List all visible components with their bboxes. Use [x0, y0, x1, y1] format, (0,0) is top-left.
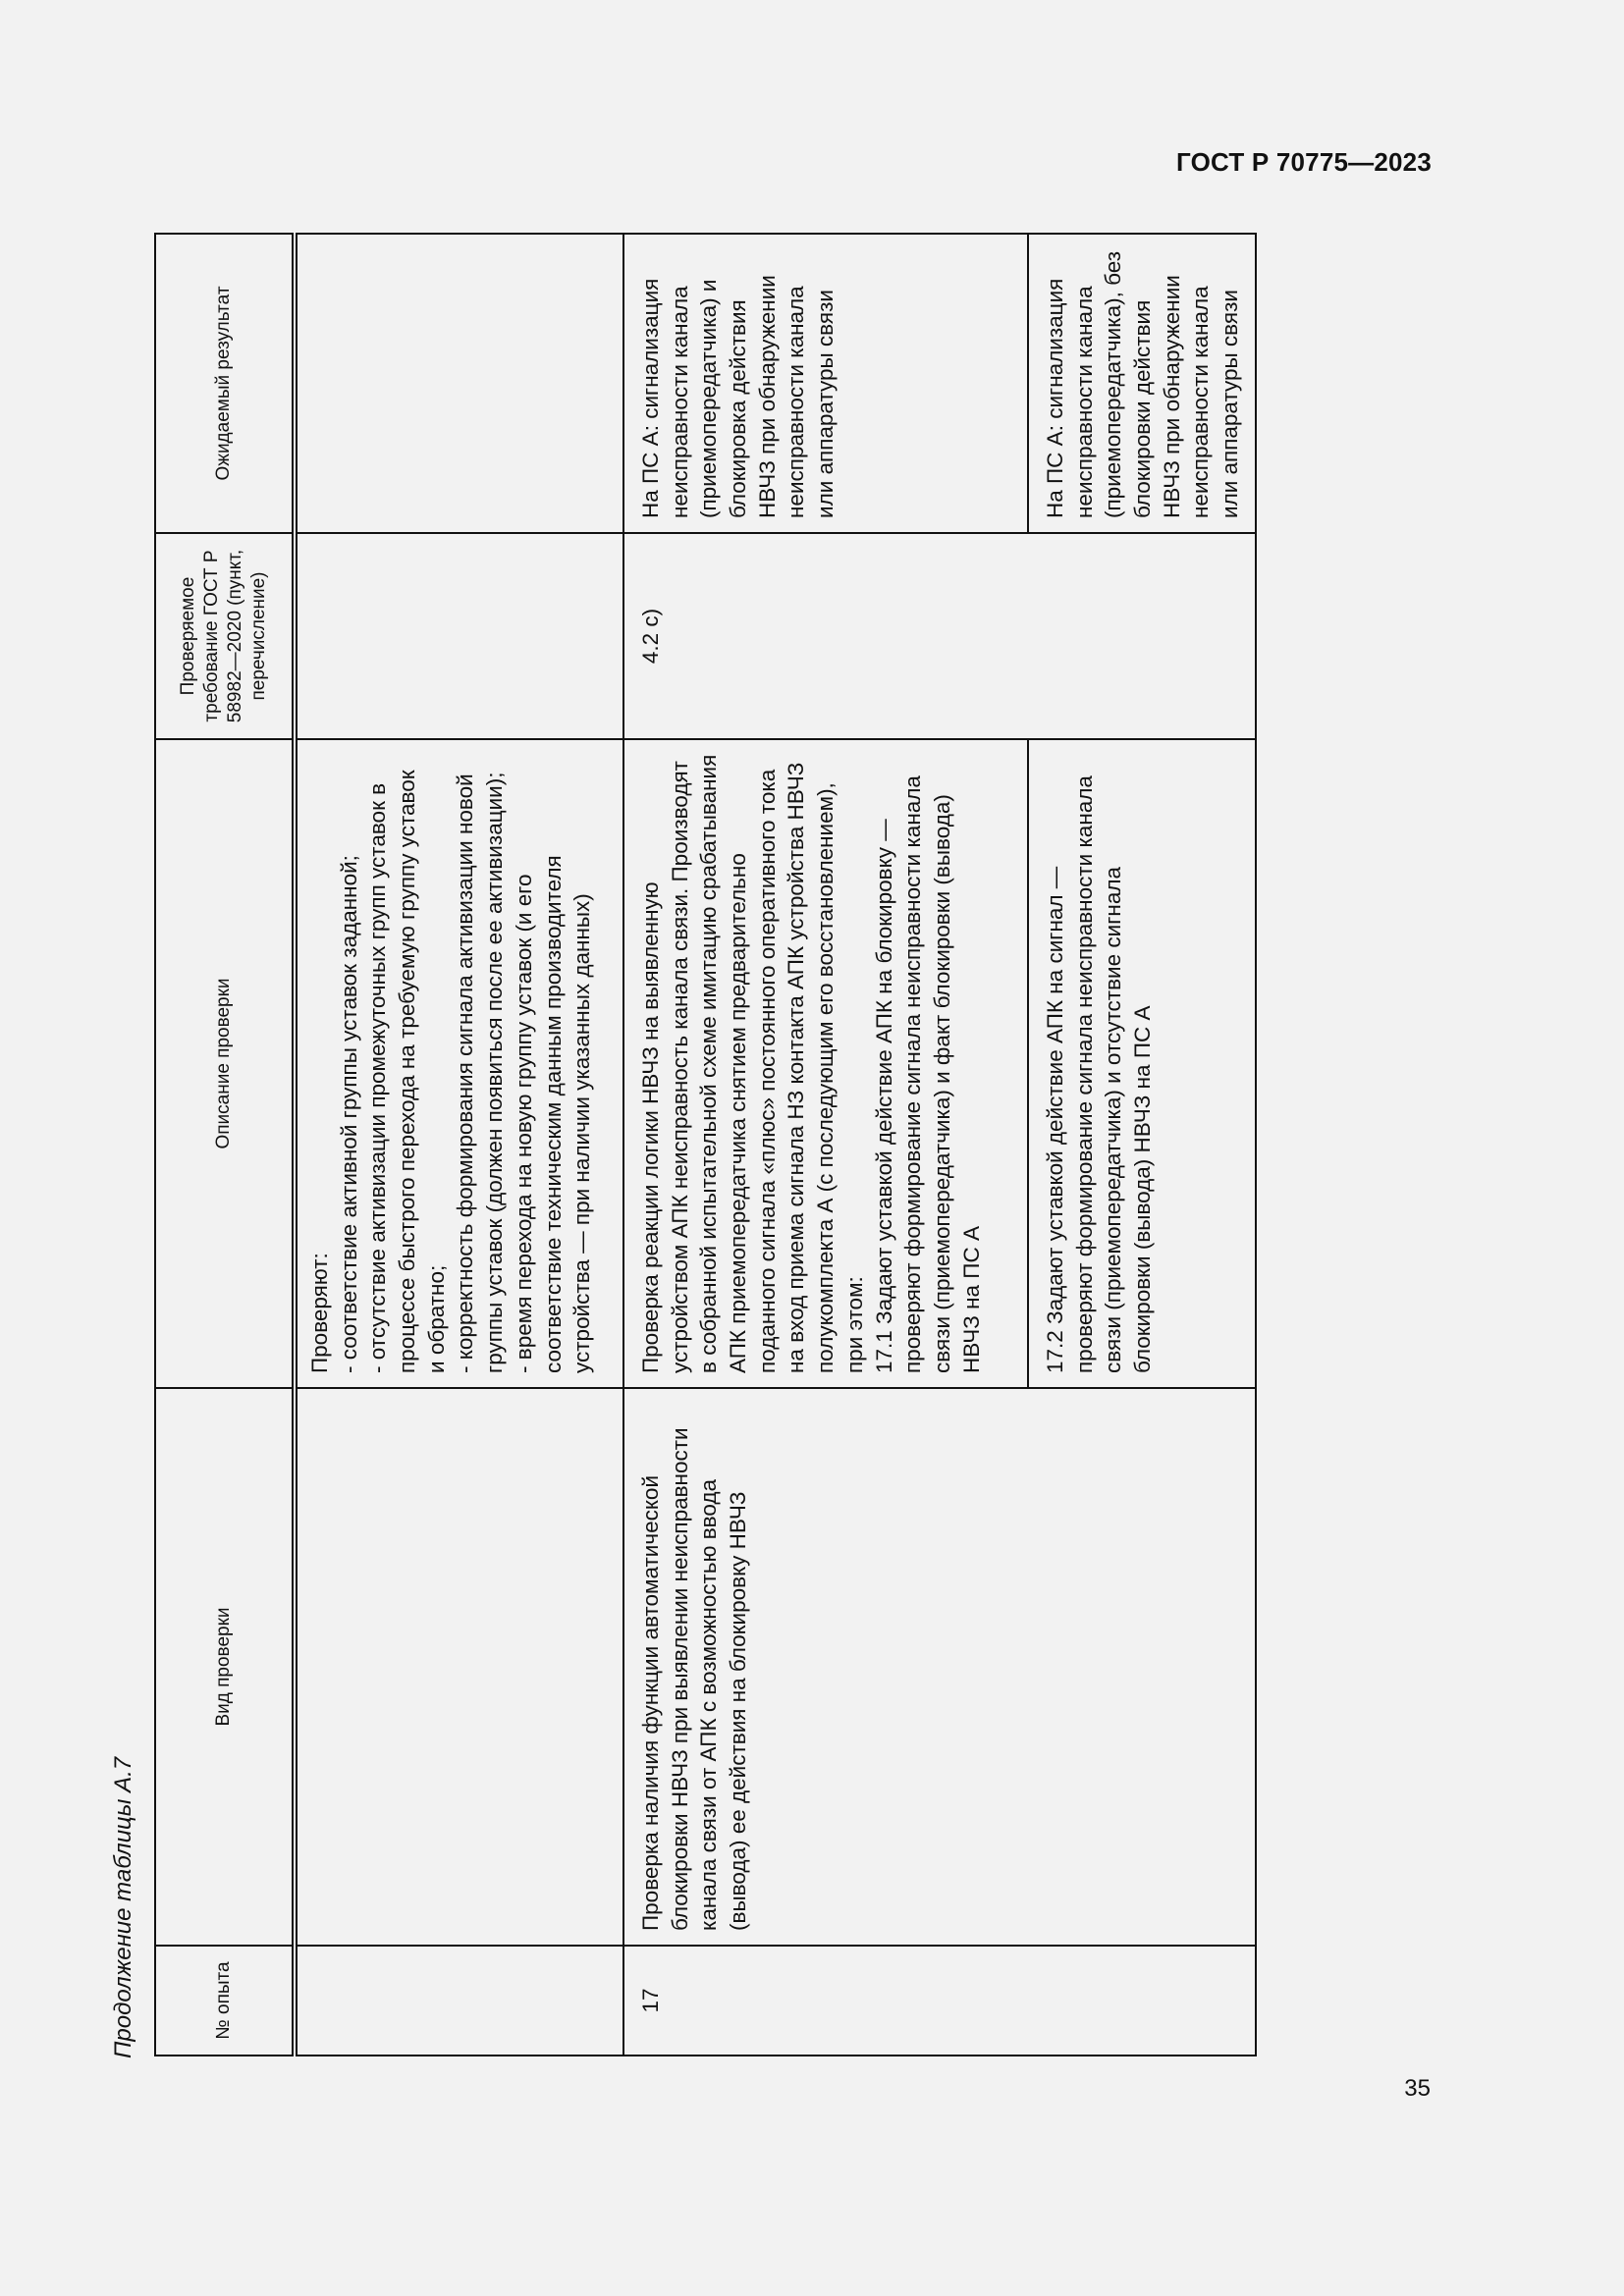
description-lead: Проверяют:: [307, 1253, 332, 1373]
description-item: - корректность формирования сигнала активизации новой группы уставок (должен появиться после ее активизации);: [453, 772, 508, 1373]
description-item: - соответствие активной группы уставок заданной;: [336, 855, 361, 1373]
cell-result: [295, 234, 623, 533]
cell-requirement: [295, 533, 623, 739]
page-number: 35: [1404, 2075, 1431, 2102]
description-item: - отсутствие активизации промежуточных групп уставок в процессе быстрого перехода на требуемую группу уставок и обратно;: [365, 770, 449, 1373]
document-code: ГОСТ Р 70775—2023: [1176, 147, 1432, 177]
cell-description: 17.2 Задают уставкой действие АПК на сигнал — проверяют формирование сигнала неисправности канала связи (приемопередатчика) и отсутствие сигнала блокировки (вывода) НВЧЗ на ПС А: [1028, 739, 1256, 1388]
cell-number: 17: [623, 1946, 1256, 2056]
test-table: [154, 233, 1257, 2056]
cell-description: [623, 739, 1028, 1388]
cell-kind: [295, 1388, 623, 1946]
rotated-table-block: [110, 231, 1257, 2058]
description-text: 17.1 Задают уставкой действие АПК на блокировку — проверяют формирование сигнала неисправности канала связи (приемопередатчика) и факт блокировки (вывода) НВЧЗ на ПС А: [871, 775, 984, 1373]
table-row: [295, 234, 623, 2056]
table-row: [623, 234, 1028, 2056]
description-text: Проверка реакции логики НВЧЗ на выявленную устройством АПК неисправность канала связи. Производят в собранной испытательной схеме имитацию срабатывания АПК приемопередатчика снятием предварительно поданного сигнала «плюс» постоянного оперативного тока на вход приема сигнала НЗ контакта АПК устройства НВЧЗ полукомплекта А (с последующим его восстановлением), при этом:: [638, 754, 867, 1373]
col-header-requirement: Проверяемое требование ГОСТ Р 58982—2020 (пункт, перечисление): [155, 533, 295, 739]
cell-result: На ПС А: сигнализация неисправности канала (приемопередатчика), без блокировки действия НВЧЗ при обнаружении неисправности канала или аппаратуры связи: [1028, 234, 1256, 533]
cell-number: [295, 1946, 623, 2056]
col-header-kind: Вид проверки: [155, 1388, 295, 1946]
col-header-result: Ожидаемый результат: [155, 234, 295, 533]
description-item: - время перехода на новую группу уставок (и его соответствие техническим данным производителя устройства — при наличии указанных данных): [511, 855, 595, 1373]
cell-result: На ПС А: сигнализация неисправности канала (приемопередатчика) и блокировка действия НВЧЗ при обнаружении неисправности канала или аппаратуры связи: [623, 234, 1028, 533]
col-header-number: № опыта: [155, 1946, 295, 2056]
col-header-description: Описание проверки: [155, 739, 295, 1388]
cell-kind: Проверка наличия функции автоматической блокировки НВЧЗ при выявлении неисправности канала связи от АПК с возможностью ввода (вывода) ее действия на блокировку НВЧЗ: [623, 1388, 1256, 1946]
table-header-row: [155, 234, 295, 2056]
cell-requirement: 4.2 с): [623, 533, 1256, 739]
table-caption: Продолжение таблицы А.7: [110, 1756, 136, 2058]
cell-description: [295, 739, 623, 1388]
